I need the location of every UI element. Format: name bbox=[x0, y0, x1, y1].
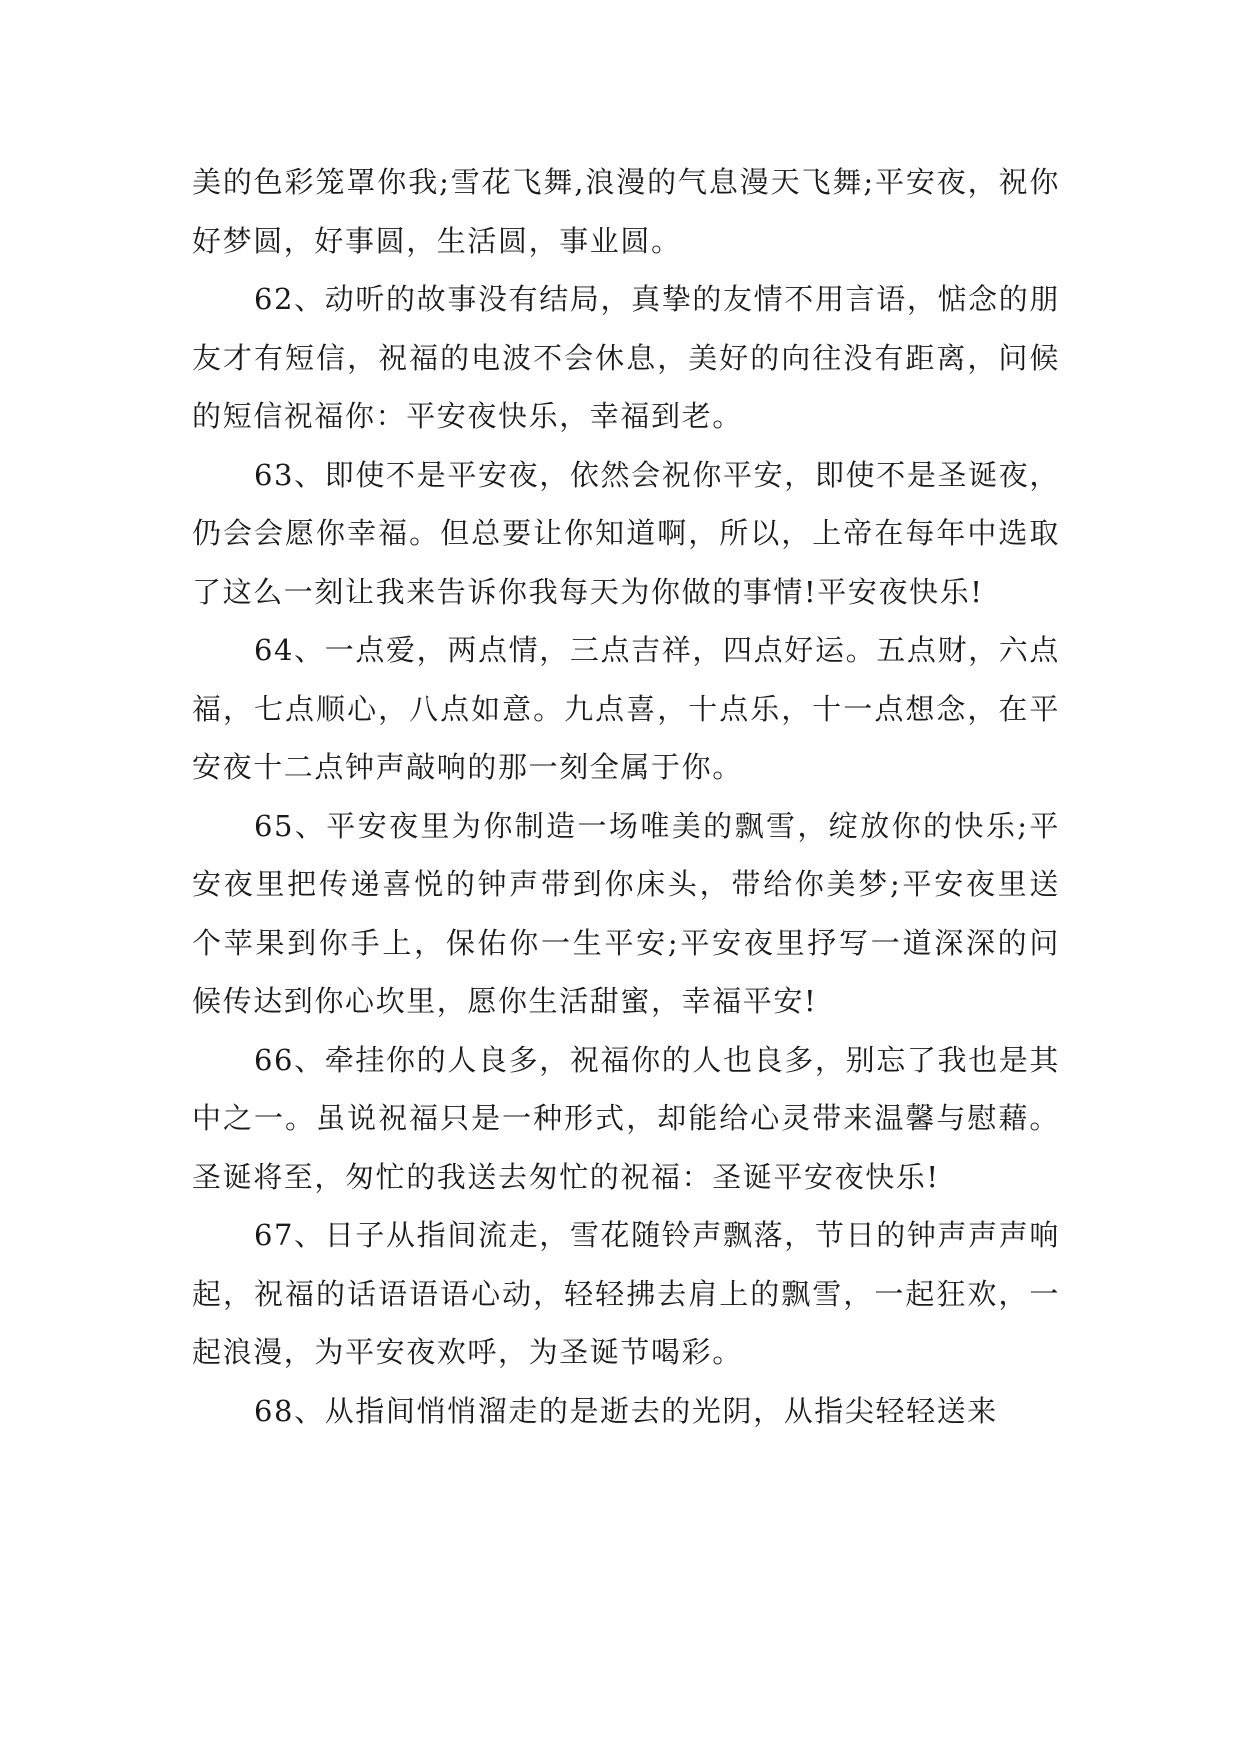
paragraph-64: 64、一点爱，两点情，三点吉祥，四点好运。五点财，六点福，七点顺心，八点如意。九点喜，十点乐，十一点想念，在平安夜十二点钟声敲响的那一刻全属于你。 bbox=[192, 633, 1060, 784]
paragraph-66: 66、牵挂你的人良多，祝福你的人也良多，别忘了我也是其中之一。虽说祝福只是一种形式，却能给心灵带来温馨与慰藉。圣诞将至，匆忙的我送去匆忙的祝福：圣诞平安夜快乐! bbox=[192, 1042, 1060, 1194]
paragraph-65: 65、平安夜里为你制造一场唯美的飘雪，绽放你的快乐;平安夜里把传递喜悦的钟声带到你床头，带给你美梦;平安夜里送个苹果到你手上，保佑你一生平安;平安夜里抒写一道深深的问候传达到你心坎里，愿你生活甜蜜，幸福平安! bbox=[192, 808, 1060, 1018]
paragraph-68: 68、从指间悄悄溜走的是逝去的光阴，从指尖轻轻送来 bbox=[254, 1393, 998, 1428]
paragraph-63: 63、即使不是平安夜，依然会祝你平安，即使不是圣诞夜，仍会会愿你幸福。但总要让你知道啊，所以，上帝在每年中选取了这么一刻让我来告诉你我每天为你做的事情!平安夜快乐! bbox=[192, 457, 1060, 609]
paragraph-67: 67、日子从指间流走，雪花随铃声飘落，节日的钟声声声响起，祝福的话语语语心动，轻轻拂去肩上的飘雪，一起狂欢，一起浪漫，为平安夜欢呼，为圣诞节喝彩。 bbox=[192, 1218, 1060, 1369]
paragraph-62: 62、动听的故事没有结局，真挚的友情不用言语，惦念的朋友才有短信，祝福的电波不会休息，美好的向往没有距离，问候的短信祝福你：平安夜快乐，幸福到老。 bbox=[192, 282, 1060, 433]
document-body bbox=[192, 153, 1060, 1440]
paragraph-continuation: 美的色彩笼罩你我;雪花飞舞,浪漫的气息漫天飞舞;平安夜，祝你好梦圆，好事圆，生活圆，事业圆。 bbox=[192, 165, 1060, 258]
